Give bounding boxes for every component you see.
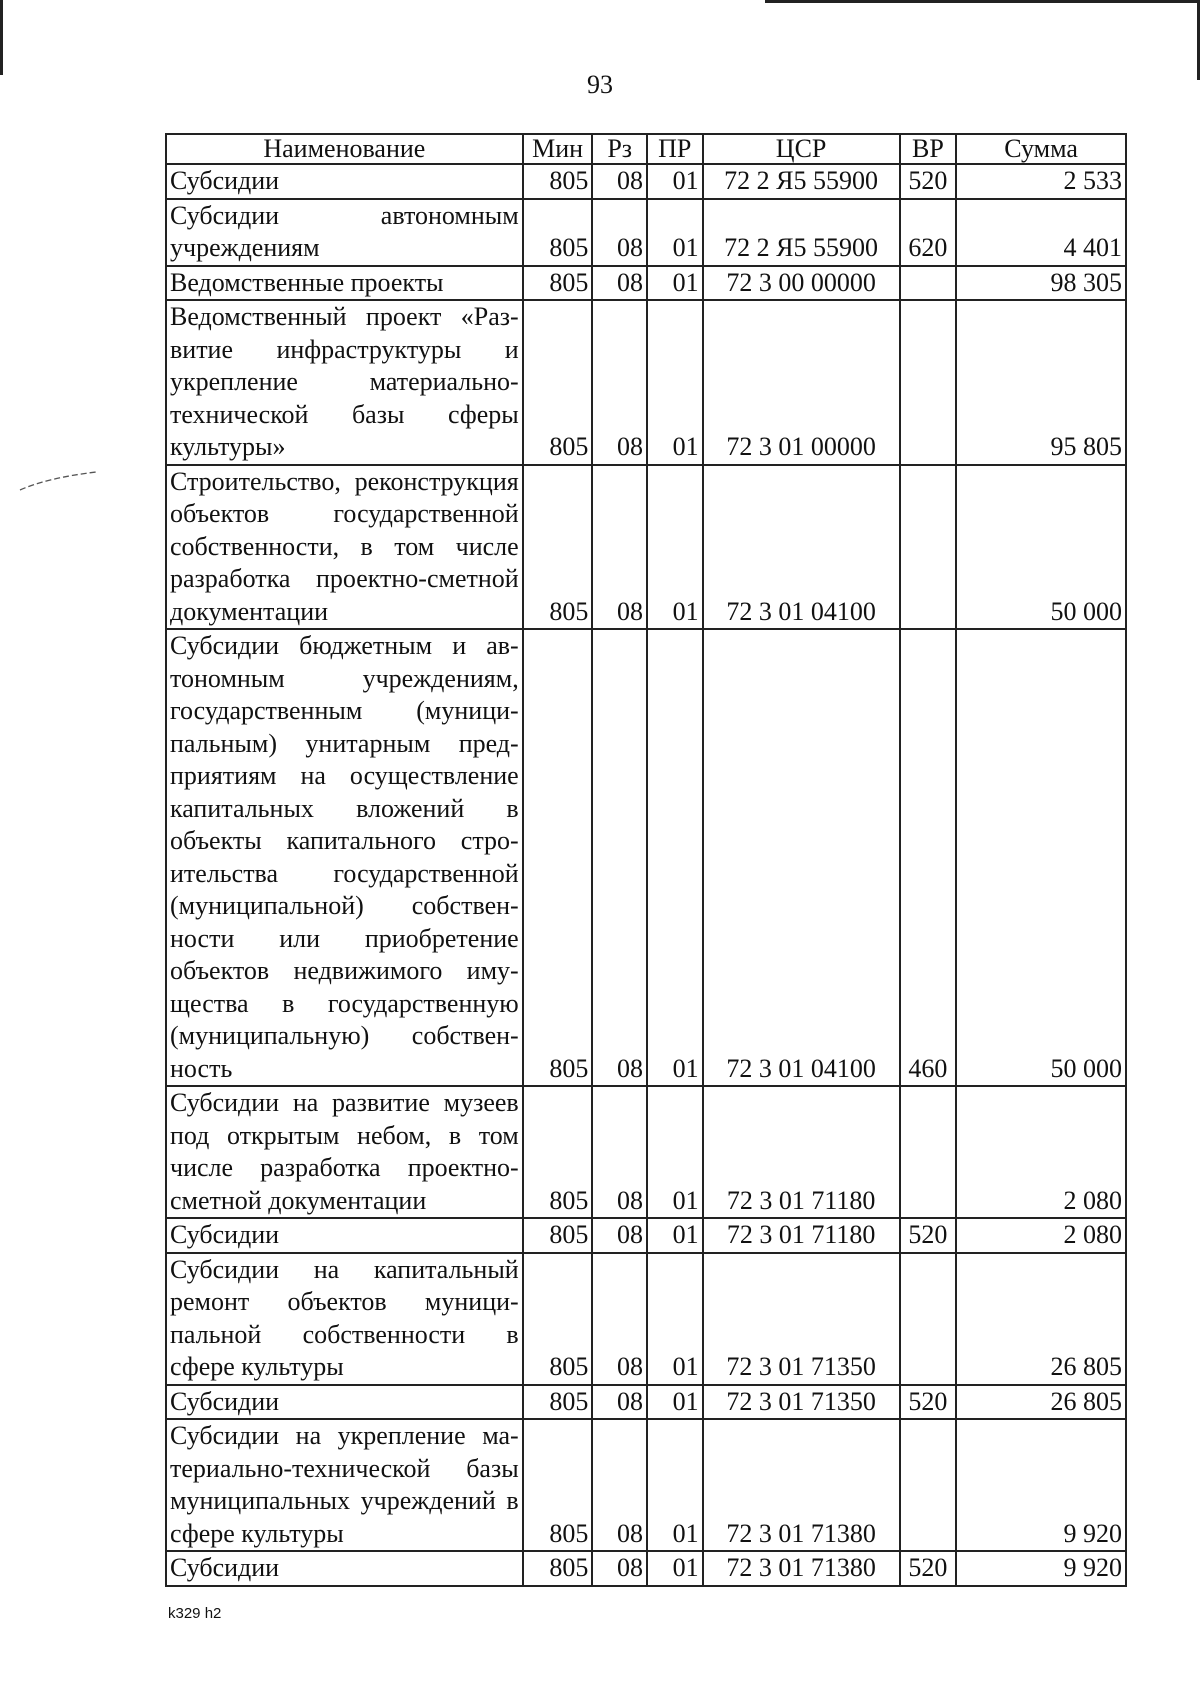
row-name: Субсидии бюджетным и автономным учреждениям, государственным (муниципальным) унитарным предприятиям на осуществление капитальных вложений в объекты капитального строительства государственной (муниципальной) собственности или приобретение объектов недвижимого имущества в государственную (муниципальную) собственность xyxy=(166,629,523,1086)
page-number: 93 xyxy=(587,70,613,99)
row-name: Субсидии на укрепление материально-технической базы муниципальных учреждений в сфере культуры xyxy=(166,1419,523,1551)
footer-code: k329 h2 xyxy=(168,1605,222,1622)
table-row xyxy=(166,629,1126,1086)
row-csr: 72 3 01 04100 xyxy=(703,629,900,1086)
row-min: 805 xyxy=(523,1385,593,1420)
row-csr: 72 3 01 71350 xyxy=(703,1385,900,1420)
row-vr: 520 xyxy=(900,1385,957,1420)
table-row xyxy=(166,300,1126,465)
row-csr: 72 2 Я5 55900 xyxy=(703,199,900,266)
row-sum: 9 920 xyxy=(956,1419,1126,1551)
row-rz: 08 xyxy=(592,300,647,465)
row-min: 805 xyxy=(523,1419,593,1551)
row-sum: 2 080 xyxy=(956,1218,1126,1253)
row-rz: 08 xyxy=(592,629,647,1086)
row-pr: 01 xyxy=(647,1385,703,1420)
row-min: 805 xyxy=(523,465,593,630)
row-vr: 520 xyxy=(900,164,957,199)
row-vr: 620 xyxy=(900,199,957,266)
row-min: 805 xyxy=(523,164,593,199)
row-sum: 4 401 xyxy=(956,199,1126,266)
row-rz: 08 xyxy=(592,1419,647,1551)
row-vr xyxy=(900,1419,957,1551)
header-name: Наименование xyxy=(166,134,523,164)
row-name: Субсидии xyxy=(166,1385,523,1420)
pencil-mark xyxy=(18,470,98,492)
header-min: Мин xyxy=(523,134,593,164)
row-sum: 26 805 xyxy=(956,1253,1126,1385)
page-number-row xyxy=(0,70,1200,100)
row-pr: 01 xyxy=(647,1253,703,1385)
table-row xyxy=(166,164,1126,199)
row-csr: 72 3 00 00000 xyxy=(703,266,900,301)
row-min: 805 xyxy=(523,300,593,465)
row-rz: 08 xyxy=(592,1218,647,1253)
row-name: Субсидии на развитие музеев под открытым небом, в том числе разработка проектно-сметной документации xyxy=(166,1086,523,1218)
row-name: Ведомственный проект «Развитие инфраструктуры и укрепление материально-технической базы сферы культуры» xyxy=(166,300,523,465)
row-rz: 08 xyxy=(592,199,647,266)
row-pr: 01 xyxy=(647,300,703,465)
table-header-row xyxy=(166,134,1126,164)
row-csr: 72 3 01 71350 xyxy=(703,1253,900,1385)
row-name: Субсидии xyxy=(166,1551,523,1586)
row-rz: 08 xyxy=(592,164,647,199)
row-sum: 2 080 xyxy=(956,1086,1126,1218)
header-sum: Сумма xyxy=(956,134,1126,164)
table-row xyxy=(166,1253,1126,1385)
table-row xyxy=(166,266,1126,301)
table-row xyxy=(166,1086,1126,1218)
row-sum: 26 805 xyxy=(956,1385,1126,1420)
row-pr: 01 xyxy=(647,465,703,630)
row-sum: 50 000 xyxy=(956,465,1126,630)
row-rz: 08 xyxy=(592,1086,647,1218)
row-sum: 50 000 xyxy=(956,629,1126,1086)
table-row xyxy=(166,1419,1126,1551)
row-pr: 01 xyxy=(647,1218,703,1253)
row-vr: 520 xyxy=(900,1218,957,1253)
row-min: 805 xyxy=(523,1551,593,1586)
row-vr xyxy=(900,300,957,465)
row-csr: 72 3 01 71380 xyxy=(703,1551,900,1586)
row-vr xyxy=(900,1253,957,1385)
header-pr: ПР xyxy=(647,134,703,164)
row-name: Субсидии xyxy=(166,1218,523,1253)
row-min: 805 xyxy=(523,266,593,301)
row-rz: 08 xyxy=(592,1385,647,1420)
row-name: Субсидии на капитальный ремонт объектов муниципальной собственности в сфере культуры xyxy=(166,1253,523,1385)
row-name: Строительство, реконструкция объектов государственной собственности, в том числе разработка проектно-сметной документации xyxy=(166,465,523,630)
row-sum: 2 533 xyxy=(956,164,1126,199)
row-min: 805 xyxy=(523,629,593,1086)
row-sum: 95 805 xyxy=(956,300,1126,465)
row-pr: 01 xyxy=(647,164,703,199)
table-row xyxy=(166,1385,1126,1420)
header-csr: ЦСР xyxy=(703,134,900,164)
header-vr: ВР xyxy=(900,134,957,164)
table-row xyxy=(166,1218,1126,1253)
row-name: Ведомственные проекты xyxy=(166,266,523,301)
row-csr: 72 3 01 71180 xyxy=(703,1218,900,1253)
budget-table xyxy=(165,133,1127,1587)
table-row xyxy=(166,199,1126,266)
row-min: 805 xyxy=(523,1218,593,1253)
row-vr: 460 xyxy=(900,629,957,1086)
row-min: 805 xyxy=(523,1086,593,1218)
row-rz: 08 xyxy=(592,1253,647,1385)
row-pr: 01 xyxy=(647,1419,703,1551)
row-vr: 520 xyxy=(900,1551,957,1586)
row-csr: 72 3 01 00000 xyxy=(703,300,900,465)
row-pr: 01 xyxy=(647,1086,703,1218)
header-rz: Рз xyxy=(592,134,647,164)
row-pr: 01 xyxy=(647,629,703,1086)
row-vr xyxy=(900,1086,957,1218)
row-rz: 08 xyxy=(592,465,647,630)
row-rz: 08 xyxy=(592,1551,647,1586)
row-name: Субсидии xyxy=(166,164,523,199)
scan-edge-mark xyxy=(0,0,3,75)
row-pr: 01 xyxy=(647,1551,703,1586)
row-sum: 9 920 xyxy=(956,1551,1126,1586)
table-row xyxy=(166,1551,1126,1586)
row-csr: 72 3 01 71180 xyxy=(703,1086,900,1218)
row-csr: 72 2 Я5 55900 xyxy=(703,164,900,199)
table-row xyxy=(166,465,1126,630)
row-vr xyxy=(900,266,957,301)
row-pr: 01 xyxy=(647,199,703,266)
row-csr: 72 3 01 71380 xyxy=(703,1419,900,1551)
scan-edge-mark xyxy=(765,0,1200,3)
row-csr: 72 3 01 04100 xyxy=(703,465,900,630)
row-min: 805 xyxy=(523,199,593,266)
row-pr: 01 xyxy=(647,266,703,301)
row-sum: 98 305 xyxy=(956,266,1126,301)
row-vr xyxy=(900,465,957,630)
row-rz: 08 xyxy=(592,266,647,301)
row-min: 805 xyxy=(523,1253,593,1385)
row-name: Субсидии автономным учреждениям xyxy=(166,199,523,266)
